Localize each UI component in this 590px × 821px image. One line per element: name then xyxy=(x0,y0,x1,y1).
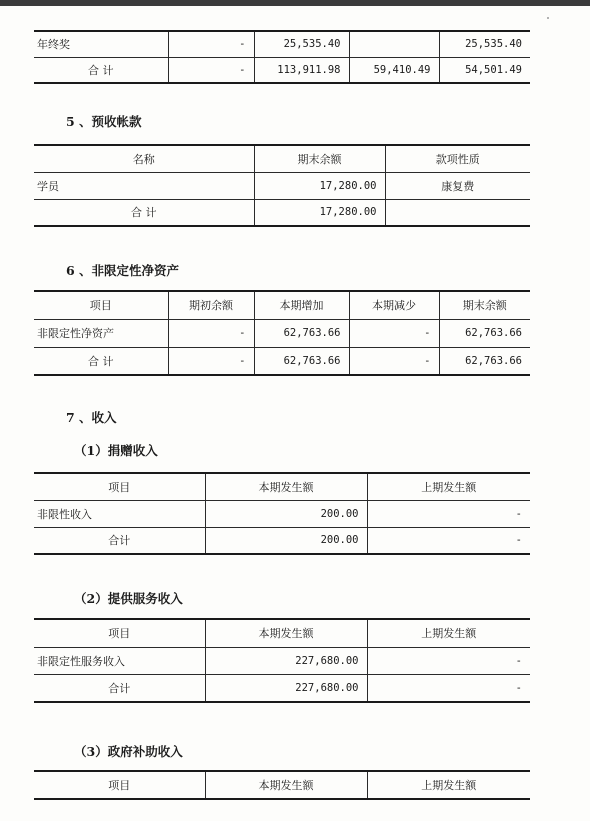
cell-amount: 17,280.00 xyxy=(254,199,385,226)
cell-decrease xyxy=(349,31,439,57)
cell-item: 合 计 xyxy=(34,57,168,83)
cell-item: 合计 xyxy=(34,674,205,702)
cell-item: 合 计 xyxy=(34,347,168,375)
subsection-heading-donation-income: （1）捐赠收入 xyxy=(74,443,158,458)
col-header-item: 项目 xyxy=(34,473,205,500)
table-header-row xyxy=(34,291,530,319)
table-row xyxy=(34,199,530,226)
cell-prior: - xyxy=(367,500,530,527)
cell-end: 25,535.40 xyxy=(439,31,530,57)
cell-increase: 113,911.98 xyxy=(254,57,349,83)
col-header-current: 本期发生额 xyxy=(205,473,367,500)
cell-end: 54,501.49 xyxy=(439,57,530,83)
section-heading-unrestricted-net-assets: 6 、非限定性净资产 xyxy=(66,263,180,278)
table-header-row xyxy=(34,771,530,799)
col-header-item: 项目 xyxy=(34,291,168,319)
cell-item: 非限定性服务收入 xyxy=(34,647,205,674)
cell-prior: - xyxy=(367,527,530,554)
cell-begin: - xyxy=(168,347,254,375)
table-row xyxy=(34,172,530,199)
col-header-prior: 上期发生额 xyxy=(367,473,530,500)
cell-prior: - xyxy=(367,647,530,674)
table-row xyxy=(34,647,530,674)
cell-decrease: - xyxy=(349,319,439,347)
cell-nature xyxy=(385,199,530,226)
table-row xyxy=(34,319,530,347)
cell-increase: 25,535.40 xyxy=(254,31,349,57)
table-advance-receipts xyxy=(34,144,530,227)
table-service-income xyxy=(34,618,530,703)
table-row xyxy=(34,500,530,527)
col-header-prior: 上期发生额 xyxy=(367,619,530,647)
col-header-end: 期末余额 xyxy=(439,291,530,319)
cell-begin: - xyxy=(168,319,254,347)
subsection-heading-service-income: （2）提供服务收入 xyxy=(74,591,183,606)
table-header-row xyxy=(34,619,530,647)
table-header-row xyxy=(34,473,530,500)
section-heading-advance-receipts: 5 、预收帐款 xyxy=(66,114,142,129)
cell-prior: - xyxy=(367,674,530,702)
table-unrestricted-net-assets xyxy=(34,290,530,376)
col-header-current: 本期发生额 xyxy=(205,771,367,799)
cell-current: 200.00 xyxy=(205,527,367,554)
col-header-nature: 款项性质 xyxy=(385,145,530,172)
col-header-prior: 上期发生额 xyxy=(367,771,530,799)
cell-increase: 62,763.66 xyxy=(254,347,349,375)
col-header-name: 名称 xyxy=(34,145,254,172)
cell-name: 学员 xyxy=(34,172,254,199)
cell-nature: 康复费 xyxy=(385,172,530,199)
cell-item: 合计 xyxy=(34,527,205,554)
table-row xyxy=(34,31,530,57)
col-header-balance: 期末余额 xyxy=(254,145,385,172)
cell-name: 合 计 xyxy=(34,199,254,226)
col-header-increase: 本期增加 xyxy=(254,291,349,319)
cell-current: 200.00 xyxy=(205,500,367,527)
col-header-current: 本期发生额 xyxy=(205,619,367,647)
table-donation-income xyxy=(34,472,530,555)
table-row xyxy=(34,57,530,83)
col-header-item: 项目 xyxy=(34,771,205,799)
table-row xyxy=(34,674,530,702)
table-row xyxy=(34,527,530,554)
subsection-heading-government-subsidy-income: （3）政府补助收入 xyxy=(74,744,183,759)
cell-item: 非限定性净资产 xyxy=(34,319,168,347)
table-row xyxy=(34,347,530,375)
cell-current: 227,680.00 xyxy=(205,647,367,674)
table-header-row xyxy=(34,145,530,172)
scan-speck xyxy=(547,17,549,19)
col-header-decrease: 本期减少 xyxy=(349,291,439,319)
cell-decrease: - xyxy=(349,347,439,375)
cell-end: 62,763.66 xyxy=(439,347,530,375)
cell-current: 227,680.00 xyxy=(205,674,367,702)
cell-amount: 17,280.00 xyxy=(254,172,385,199)
cell-end: 62,763.66 xyxy=(439,319,530,347)
cell-increase: 62,763.66 xyxy=(254,319,349,347)
cell-item: 非限性收入 xyxy=(34,500,205,527)
scan-top-edge xyxy=(0,0,590,6)
cell-begin: - xyxy=(168,31,254,57)
col-header-begin: 期初余额 xyxy=(168,291,254,319)
section-heading-income: 7 、收入 xyxy=(66,410,117,425)
cell-decrease: 59,410.49 xyxy=(349,57,439,83)
table-government-subsidy-income xyxy=(34,770,530,800)
cell-item: 年终奖 xyxy=(34,31,168,57)
table-top-continuation xyxy=(34,30,530,84)
col-header-item: 项目 xyxy=(34,619,205,647)
cell-begin: - xyxy=(168,57,254,83)
